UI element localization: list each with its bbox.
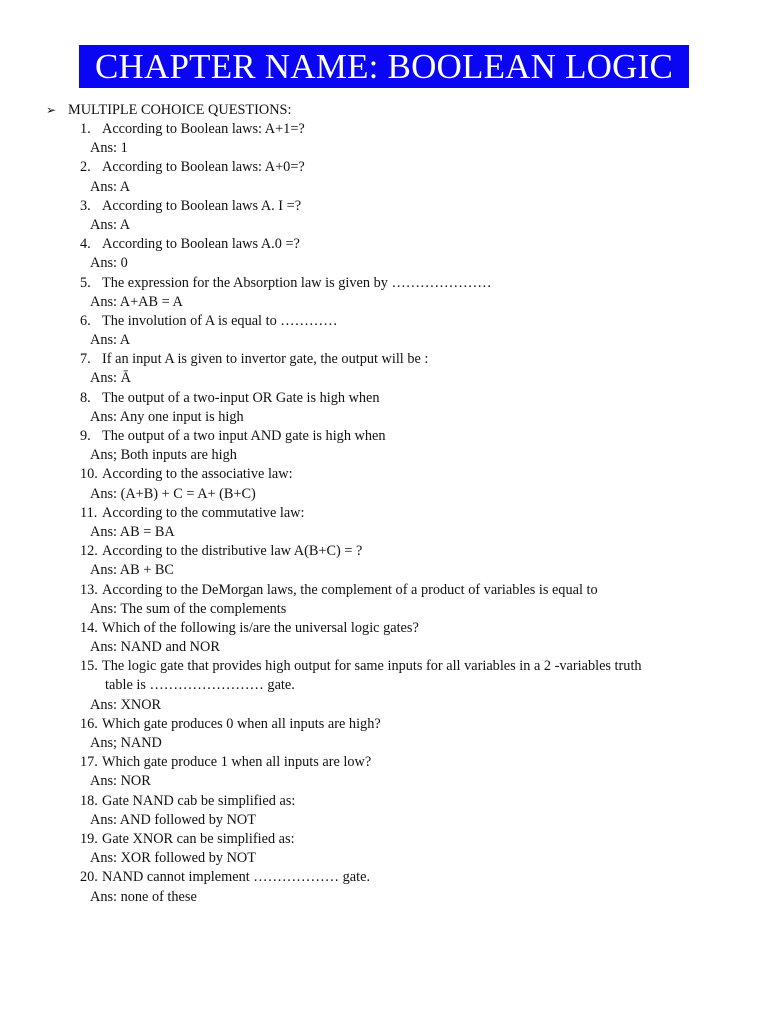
answer-text: Ans: 1: [90, 140, 128, 157]
question-item: [0, 619, 768, 657]
question-line: [0, 465, 768, 484]
question-text: According to the DeMorgan laws, the complement of a product of variables is equal to: [102, 581, 598, 598]
question-item: [0, 274, 768, 312]
question-text: The involution of A is equal to …………: [102, 312, 338, 329]
answer-text: Ans: NAND and NOR: [90, 639, 220, 656]
question-number: 20.: [80, 869, 98, 886]
question-number: 18.: [80, 792, 98, 809]
question-line: [0, 120, 768, 139]
answer-text: Ans: XOR followed by NOT: [90, 850, 256, 867]
question-item: [0, 657, 768, 715]
question-number: 15.: [80, 658, 98, 675]
chapter-title: CHAPTER NAME: BOOLEAN LOGIC: [79, 45, 689, 88]
question-item: [0, 427, 768, 465]
question-item: [0, 120, 768, 158]
question-number: 14.: [80, 619, 98, 636]
question-line: [0, 657, 768, 676]
arrow-bullet-icon: ➢: [46, 103, 57, 117]
answer-text: Ans: Ā: [90, 370, 131, 387]
question-line: [0, 197, 768, 216]
question-text: According to Boolean laws A.0 =?: [102, 236, 300, 253]
question-line: [0, 504, 768, 523]
question-text-continued: table is …………………… gate.: [105, 677, 295, 694]
question-number: 17.: [80, 754, 98, 771]
question-number: 19.: [80, 830, 98, 847]
question-text: Which gate produce 1 when all inputs are low?: [102, 754, 372, 771]
question-item: [0, 792, 768, 830]
answer-text: Ans: AB = BA: [90, 523, 175, 540]
question-number: 10.: [80, 466, 98, 483]
question-text: According to Boolean laws A. I =?: [102, 197, 302, 214]
question-item: [0, 465, 768, 503]
question-number: 9.: [80, 428, 91, 444]
question-number: 2.: [80, 159, 91, 176]
question-line: [0, 312, 768, 331]
question-line: [0, 274, 768, 293]
answer-text: Ans: A+AB = A: [90, 293, 183, 310]
question-text: The logic gate that provides high output for same inputs for all variables in a 2 -variables truth: [102, 658, 642, 675]
question-number: 3.: [80, 197, 91, 214]
question-item: [0, 581, 768, 619]
question-line: [0, 235, 768, 254]
question-line: [0, 792, 768, 811]
question-item: [0, 235, 768, 273]
question-text: If an input A is given to invertor gate, the output will be :: [102, 351, 429, 368]
question-text: Gate XNOR can be simplified as:: [102, 830, 295, 847]
question-line: [0, 830, 768, 849]
question-line: [0, 350, 768, 369]
question-text: According to Boolean laws: A+1=?: [102, 121, 305, 137]
question-item: [0, 542, 768, 580]
question-number: 13.: [80, 581, 98, 598]
question-number: 4.: [80, 236, 91, 253]
question-number: 7.: [80, 351, 91, 368]
question-line: [0, 389, 768, 408]
question-item: [0, 389, 768, 427]
question-number: 1.: [80, 121, 91, 137]
question-number: 6.: [80, 312, 91, 329]
answer-text: Ans; NAND: [90, 735, 162, 751]
question-number: 16.: [80, 715, 98, 732]
answer-text: Ans: Any one input is high: [90, 408, 244, 425]
question-item: [0, 868, 768, 906]
question-text: The output of a two input AND gate is high when: [102, 428, 386, 444]
answer-text: Ans: NOR: [90, 773, 151, 790]
question-line: [0, 542, 768, 561]
section-heading: [46, 100, 291, 120]
question-line: [0, 868, 768, 887]
section-heading-text: MULTIPLE COHOICE QUESTIONS:: [68, 102, 292, 118]
question-line: [0, 619, 768, 638]
question-line: [0, 753, 768, 772]
question-text: Which of the following is/are the universal logic gates?: [102, 619, 419, 636]
question-number: 5.: [80, 274, 91, 291]
question-text: Which gate produces 0 when all inputs are high?: [102, 715, 381, 732]
question-line: [0, 158, 768, 177]
question-item: [0, 830, 768, 868]
answer-text: Ans: AND followed by NOT: [90, 811, 256, 828]
answer-text: Ans: The sum of the complements: [90, 600, 287, 617]
question-line: [0, 427, 768, 446]
question-text: NAND cannot implement ……………… gate.: [102, 869, 371, 886]
answer-text: Ans: (A+B) + C = A+ (B+C): [90, 485, 256, 502]
question-item: [0, 504, 768, 542]
question-text: According to Boolean laws: A+0=?: [102, 159, 305, 176]
question-text: According to the commutative law:: [102, 504, 305, 521]
answer-text: Ans: A: [90, 332, 131, 349]
answer-text: Ans: AB + BC: [90, 562, 174, 579]
question-item: [0, 312, 768, 350]
question-item: [0, 197, 768, 235]
question-item: [0, 350, 768, 388]
question-text: The expression for the Absorption law is given by …………………: [102, 274, 492, 291]
question-number: 11.: [80, 504, 98, 521]
question-text: The output of a two-input OR Gate is high when: [102, 389, 380, 406]
question-text: Gate NAND cab be simplified as:: [102, 792, 296, 809]
answer-text: Ans: A: [90, 216, 131, 233]
question-text: According to the distributive law A(B+C) = ?: [102, 543, 363, 560]
question-text: According to the associative law:: [102, 466, 293, 483]
question-item: [0, 715, 768, 753]
question-item: [0, 753, 768, 791]
question-list: [0, 120, 768, 907]
question-line: [0, 715, 768, 734]
answer-text: Ans: A: [90, 178, 131, 195]
answer-text: Ans: XNOR: [90, 696, 162, 713]
question-number: 8.: [80, 389, 91, 406]
question-line: [0, 581, 768, 600]
answer-text: Ans; Both inputs are high: [90, 447, 237, 464]
answer-text: Ans: 0: [90, 255, 128, 272]
question-item: [0, 158, 768, 196]
answer-text: Ans: none of these: [90, 888, 197, 905]
question-number: 12.: [80, 543, 98, 560]
